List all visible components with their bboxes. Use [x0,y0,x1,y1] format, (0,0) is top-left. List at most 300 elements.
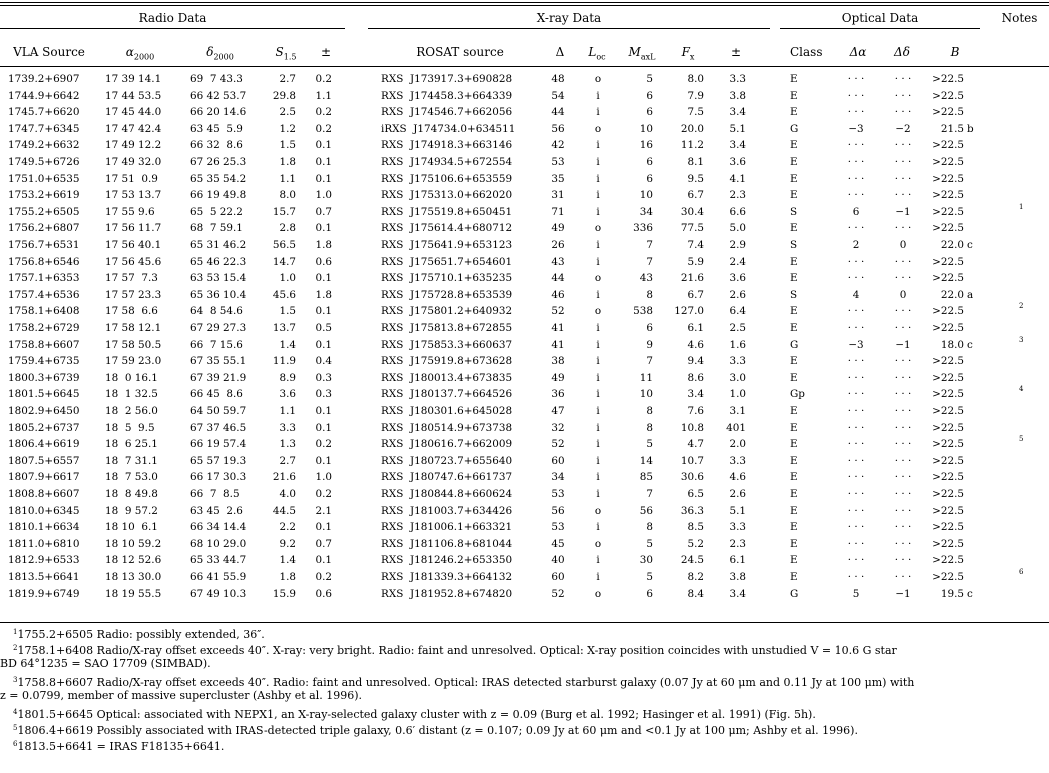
cell-dalpha: · · · [847,488,865,500]
cell-loc: o [594,305,602,318]
cell-loc: o [594,122,602,135]
cell-bmag: 22.0 [940,288,964,301]
cell-fx: 8.6 [687,371,704,384]
cell-dec: 66 41 55.9 [190,571,247,583]
cell-xray-err: 3.4 [729,139,746,152]
cell-class: E [790,139,798,152]
cell-dalpha: · · · [847,504,865,517]
cell-ra: 18 2 56.0 [105,405,158,417]
cell-maxl: 10 [639,388,653,401]
col-offset: Δ [555,45,565,59]
note-marker: 3 [1019,335,1024,344]
col-loc-sym: L [588,45,597,59]
cell-dec: 65 46 22.3 [190,255,247,268]
cell-dec: 66 19 49.8 [190,189,247,202]
cell-offset: 45 [551,537,565,550]
cell-bmag: >22.5 [932,371,964,384]
cell-radio-err: 0.3 [315,371,332,384]
cell-vla-source: 1805.2+6737 [8,421,80,434]
cell-ra: 17 53 13.7 [105,189,162,202]
cell-fx: 5.9 [687,255,704,268]
cell-loc: i [596,172,600,185]
cell-bmag: >22.5 [932,189,964,202]
cell-ra: 18 13 30.0 [105,571,162,583]
cell-class: E [790,156,798,168]
cell-ra: 17 58 12.1 [105,322,162,334]
cell-bmag: >22.5 [932,488,964,500]
cell-xray-err: 3.3 [729,454,746,467]
cell-dec: 66 42 53.7 [190,89,247,102]
cell-class: E [790,89,798,102]
cell-fx: 8.0 [687,73,704,85]
cell-class: Gp [790,388,805,401]
cell-ra: 18 7 31.1 [105,454,158,467]
cell-class: E [790,73,798,85]
cell-flux-radio: 1.4 [279,338,296,351]
cell-ddelta: · · · [894,305,912,318]
cell-vla-source: 1749.5+6726 [8,156,80,168]
cell-dalpha: 6 [852,205,860,218]
col-max-sym: M [628,45,641,59]
note-marker: 2 [1019,302,1024,311]
footnote-mark: 1 [13,628,18,636]
cell-class: E [790,222,798,235]
cell-maxl: 5 [646,571,653,583]
cell-offset: 48 [551,73,565,85]
cell-rosat-source: RXS J180616.7+662009 [381,438,513,451]
cell-bmag: 18.0 [940,338,964,351]
cell-xray-err: 3.3 [729,355,746,368]
footnote [0,644,1049,670]
cell-xray-err: 3.6 [729,156,746,168]
col-maxl [618,46,666,63]
cell-class: E [790,255,798,268]
cell-vla-source: 1757.1+6353 [8,272,80,285]
note-marker: 4 [1019,385,1024,394]
cell-dalpha: · · · [847,571,865,583]
cell-maxl: 43 [639,272,653,285]
col-vla-source: VLA Source [13,45,85,59]
cell-ddelta: · · · [894,222,912,235]
cell-vla-source: 1807.5+6557 [8,454,80,467]
cell-ra: 17 49 32.0 [105,156,162,168]
cell-dalpha: · · · [847,322,865,334]
cell-fx: 6.7 [687,288,704,301]
cell-rosat-source: RXS J180137.7+664526 [381,388,513,401]
cell-offset: 34 [551,471,565,484]
cell-bflag: c [967,338,973,351]
cell-flux-radio: 2.7 [279,73,296,85]
cell-flux-radio: 15.7 [272,205,296,218]
cell-radio-err: 0.1 [315,305,332,318]
cell-radio-err: 0.2 [315,122,332,135]
cell-fx: 4.6 [687,338,704,351]
cell-dalpha: · · · [847,454,865,467]
cell-flux-radio: 1.1 [279,405,296,417]
col-loc [578,46,616,63]
cell-maxl: 11 [639,371,653,384]
cell-maxl: 56 [639,504,653,517]
cell-class: E [790,488,798,500]
cell-fx: 3.4 [687,388,704,401]
cell-offset: 56 [551,122,565,135]
cell-class: E [790,438,798,451]
cell-radio-err: 0.1 [315,156,332,168]
cell-vla-source: 1800.3+6739 [8,371,80,384]
cell-loc: i [596,255,600,268]
cell-dec: 65 33 44.7 [190,554,247,567]
cell-dalpha: · · · [847,405,865,417]
cell-maxl: 5 [646,438,653,451]
cell-fx: 7.9 [687,89,704,102]
cell-offset: 54 [551,89,565,102]
footnote [0,740,1049,753]
col-fx [668,46,708,63]
cell-dalpha: · · · [847,222,865,235]
cell-class: S [790,288,798,301]
col-class: Class [790,45,823,59]
cell-class: E [790,554,798,567]
cell-loc: i [596,454,600,467]
cell-loc: i [596,338,600,351]
cell-ddelta: · · · [894,537,912,550]
cell-radio-err: 0.1 [315,172,332,185]
cell-rosat-source: RXS J180013.4+673835 [381,371,513,384]
cell-flux-radio: 2.7 [279,454,296,467]
cell-flux-radio: 1.0 [279,272,296,285]
cell-loc: i [596,554,600,567]
cell-offset: 26 [551,239,565,251]
cell-vla-source: 1813.5+6641 [8,571,80,583]
cell-vla-source: 1749.2+6632 [8,139,80,152]
cell-radio-err: 0.2 [315,488,332,500]
cell-xray-err: 3.6 [729,272,746,285]
cell-ddelta: · · · [894,488,912,500]
cell-class: E [790,172,798,185]
top-rule-2 [0,5,1049,6]
cell-fx: 6.5 [687,488,704,500]
cell-maxl: 85 [639,471,653,484]
cell-flux-radio: 1.4 [279,554,296,567]
radio-rule [0,28,345,29]
col-s-sub: 1.5 [283,52,297,62]
cell-ddelta: · · · [894,371,912,384]
col-ddelta: Δδ [894,45,910,59]
col-fx-sym: F [681,45,690,59]
cell-dec: 67 37 46.5 [190,421,247,434]
cell-radio-err: 0.6 [315,587,332,600]
cell-xray-err: 3.4 [729,587,746,600]
cell-vla-source: 1756.7+6531 [8,239,80,251]
cell-bmag: >22.5 [932,89,964,102]
footnote [0,708,1049,721]
cell-bmag: >22.5 [932,554,964,567]
cell-bmag: >22.5 [932,388,964,401]
cell-ra: 17 44 53.5 [105,89,162,102]
cell-vla-source: 1806.4+6619 [8,438,80,451]
cell-maxl: 14 [639,454,653,467]
cell-flux-radio: 1.8 [279,571,296,583]
cell-ra: 17 56 45.6 [105,255,162,268]
cell-loc: i [596,571,600,583]
cell-radio-err: 0.1 [315,521,332,534]
cell-dec: 66 34 14.4 [190,521,247,534]
cell-flux-radio: 29.8 [272,89,296,102]
cell-xray-err: 2.9 [729,239,746,251]
footnote-text: 1806.4+6619 Possibly associated with IRAS-detected triple galaxy, 0.6′ distant (z = 0.107; 0.09 Jy at 60 μm and <0.1 Jy at 100 μm; Ashby et al. 1996). [17,724,858,737]
cell-ra: 18 0 16.1 [105,371,158,384]
cell-rosat-source: RXS J175313.0+662020 [381,189,513,202]
cell-dec: 66 19 57.4 [190,438,247,451]
cell-ra: 17 57 23.3 [105,288,162,301]
cell-bmag: >22.5 [932,305,964,318]
cell-ddelta: · · · [894,388,912,401]
col-max-sub: axL [640,52,656,62]
cell-xray-err: 5.0 [729,222,746,235]
cell-loc: i [596,239,600,251]
cell-dalpha: · · · [847,255,865,268]
cell-maxl: 7 [646,255,653,268]
cell-maxl: 8 [646,288,653,301]
cell-vla-source: 1751.0+6535 [8,172,80,185]
cell-flux-radio: 1.3 [279,438,296,451]
cell-class: G [790,587,799,600]
cell-ddelta: · · · [894,73,912,85]
cell-ddelta: · · · [894,189,912,202]
cell-dalpha: 5 [852,587,860,600]
cell-ra: 17 39 14.1 [105,73,162,85]
cell-ra: 17 57 7.3 [105,272,158,285]
cell-maxl: 336 [633,222,653,235]
cell-class: E [790,405,798,417]
cell-dec: 65 5 22.2 [190,205,243,218]
cell-xray-err: 3.8 [729,571,746,583]
cell-radio-err: 0.4 [315,355,332,368]
cell-radio-err: 0.2 [315,438,332,451]
cell-bflag: c [967,587,973,600]
cell-radio-err: 0.1 [315,405,332,417]
cell-radio-err: 0.1 [315,222,332,235]
cell-xray-err: 401 [726,421,746,434]
cell-ra: 18 1 32.5 [105,388,158,401]
cell-dec: 66 32 8.6 [190,139,243,152]
cell-offset: 35 [551,172,565,185]
cell-dalpha: · · · [847,89,865,102]
cell-offset: 47 [551,405,565,417]
cell-flux-radio: 1.8 [279,156,296,168]
cell-ddelta: · · · [894,504,912,517]
cell-vla-source: 1758.1+6408 [8,305,80,318]
col-alpha-sym: α [125,45,134,59]
cell-flux-radio: 2.5 [279,106,296,119]
cell-dalpha: · · · [847,73,865,85]
cell-loc: i [596,355,600,368]
cell-ddelta: −1 [895,205,911,218]
cell-class: E [790,537,798,550]
col-delta-sub: 2000 [213,52,234,62]
cell-maxl: 8 [646,521,653,534]
cell-radio-err: 0.6 [315,255,332,268]
cell-bmag: >22.5 [932,405,964,417]
cell-vla-source: 1739.2+6907 [8,73,80,85]
note-marker: 6 [1019,568,1024,576]
cell-dec: 63 45 5.9 [190,122,243,135]
cell-loc: i [596,189,600,202]
cell-radio-err: 1.8 [315,288,332,301]
cell-vla-source: 1810.0+6345 [8,504,80,517]
cell-xray-err: 1.0 [729,388,746,401]
cell-vla-source: 1757.4+6536 [8,288,80,301]
cell-offset: 49 [551,222,565,235]
cell-loc: i [596,205,600,218]
cell-flux-radio: 14.7 [272,255,296,268]
cell-ddelta: · · · [894,255,912,268]
cell-ra: 17 58 6.6 [105,305,158,318]
cell-vla-source: 1819.9+6749 [8,587,80,600]
cell-xray-err: 2.6 [729,488,746,500]
cell-dalpha: · · · [847,106,865,119]
cell-class: S [790,239,798,251]
cell-offset: 46 [551,288,565,301]
cell-fx: 21.6 [680,272,704,285]
cell-ddelta: −1 [895,587,911,600]
cell-dec: 66 7 8.5 [190,488,240,500]
cell-offset: 60 [551,571,565,583]
cell-dalpha: · · · [847,189,865,202]
cell-dec: 65 57 19.3 [190,454,247,467]
col-alpha [105,46,175,63]
cell-ra: 18 12 52.6 [105,554,162,567]
cell-ddelta: −2 [895,122,911,135]
cell-flux-radio: 1.1 [279,172,296,185]
cell-fx: 24.5 [680,554,704,567]
col-loc-sub: oc [596,52,606,62]
cell-xray-err: 5.1 [729,504,746,517]
cell-bmag: >22.5 [932,504,964,517]
bottom-rule [0,622,1049,623]
cell-ddelta: 0 [899,239,907,251]
cell-offset: 52 [551,587,565,600]
cell-xray-err: 4.1 [729,172,746,185]
col-s-sym: S [275,45,284,59]
optical-rule [780,28,980,29]
cell-dec: 66 20 14.6 [190,106,247,119]
cell-class: E [790,504,798,517]
cell-dalpha: · · · [847,305,865,318]
cell-flux-radio: 56.5 [272,239,296,251]
cell-rosat-source: RXS J175651.7+654601 [381,255,513,268]
cell-loc: i [596,89,600,102]
cell-vla-source: 1807.9+6617 [8,471,80,484]
cell-flux-radio: 2.2 [279,521,296,534]
cell-vla-source: 1801.5+6645 [8,388,80,401]
col-flux-radio [266,46,306,63]
footnote-mark: 4 [13,708,18,716]
cell-radio-err: 0.1 [315,421,332,434]
cell-fx: 8.2 [687,571,704,583]
cell-fx: 4.7 [687,438,704,451]
cell-offset: 36 [551,388,565,401]
cell-vla-source: 1745.7+6620 [8,106,80,119]
cell-vla-source: 1758.8+6607 [8,338,80,351]
cell-ra: 17 58 50.5 [105,338,162,351]
cell-rosat-source: RXS J180301.6+645028 [381,405,513,417]
cell-fx: 30.6 [680,471,704,484]
cell-dalpha: · · · [847,521,865,534]
cell-vla-source: 1755.2+6505 [8,205,80,218]
cell-xray-err: 4.6 [729,471,746,484]
cell-dec: 67 49 10.3 [190,587,247,600]
cell-ddelta: · · · [894,471,912,484]
cell-maxl: 34 [639,205,653,218]
cell-class: E [790,421,798,434]
cell-xray-err: 3.4 [729,106,746,119]
cell-vla-source: 1812.9+6533 [8,554,80,567]
cell-dalpha: 4 [852,288,860,301]
cell-dalpha: · · · [847,421,865,434]
cell-maxl: 6 [646,322,653,334]
cell-rosat-source: RXS J180514.9+673738 [381,421,513,434]
footnote-text: 1755.2+6505 Radio: possibly extended, 36″. [17,628,265,641]
cell-rosat-source: RXS J175728.8+653539 [381,288,513,301]
cell-bmag: >22.5 [932,571,964,583]
cell-loc: i [596,488,600,500]
cell-loc: i [596,521,600,534]
cell-bmag: >22.5 [932,322,964,334]
cell-loc: o [594,537,602,550]
cell-radio-err: 2.1 [315,504,332,517]
cell-fx: 11.2 [680,139,704,152]
footnote-mark: 2 [13,644,18,652]
cell-rosat-source: RXS J175801.2+640932 [381,305,513,318]
cell-offset: 40 [551,554,565,567]
col-dalpha: Δα [849,45,867,59]
cell-flux-radio: 1.5 [279,305,296,318]
cell-radio-err: 1.8 [315,239,332,251]
cell-ra: 17 59 23.0 [105,355,162,368]
footnote-mark: 5 [13,724,18,732]
cell-loc: i [596,288,600,301]
cell-maxl: 6 [646,106,653,119]
cell-radio-err: 0.1 [315,139,332,152]
cell-class: G [790,338,799,351]
cell-dalpha: · · · [847,371,865,384]
cell-dalpha: · · · [847,554,865,567]
cell-xray-err: 6.1 [729,554,746,567]
cell-vla-source: 1756.2+6807 [8,222,80,235]
cell-xray-err: 2.4 [729,255,746,268]
cell-ra: 18 9 57.2 [105,504,158,517]
cell-radio-err: 0.2 [315,106,332,119]
cell-ddelta: · · · [894,156,912,168]
footnote-continuation: z = 0.0799, member of massive supercluster (Ashby et al. 1996). [0,689,363,702]
cell-bflag: a [967,288,974,301]
cell-fx: 6.7 [687,189,704,202]
cell-rosat-source: RXS J175641.9+653123 [381,239,513,251]
footnote [0,724,1049,737]
cell-bmag: >22.5 [932,156,964,168]
cell-radio-err: 0.1 [315,338,332,351]
cell-bmag: >22.5 [932,106,964,119]
cell-bmag: >22.5 [932,73,964,85]
cell-offset: 31 [551,189,565,202]
cell-class: E [790,106,798,119]
cell-loc: i [596,388,600,401]
cell-dec: 65 36 10.4 [190,288,247,301]
cell-offset: 60 [551,454,565,467]
cell-fx: 127.0 [674,305,704,318]
col-b: B [950,45,960,59]
